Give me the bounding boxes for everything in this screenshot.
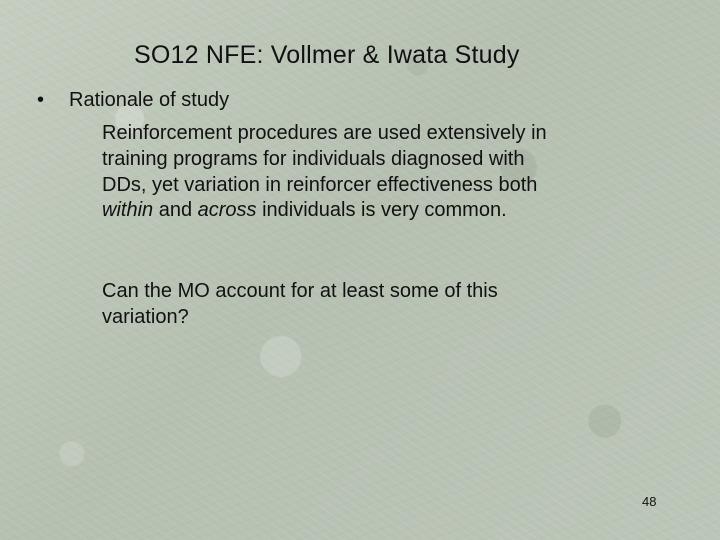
line-4-and: and [153, 199, 198, 222]
paragraph-line-1: Reinforcement procedures are used extensively in [102, 122, 547, 144]
question-line-1: Can the MO account for at least some of this [102, 280, 498, 302]
italic-within: within [102, 199, 154, 222]
slide-title: SO12 NFE: Vollmer & Iwata Study [134, 41, 520, 69]
paragraph-question [102, 279, 662, 331]
paragraph-line-2: training programs for individuals diagnosed with [102, 147, 525, 170]
line-4-end: individuals is very common. [256, 199, 507, 222]
italic-across: across [197, 199, 257, 222]
bullet-text: Rationale of study [69, 89, 230, 111]
bullet-icon: • [37, 89, 45, 111]
bullet-item [37, 88, 229, 113]
question-line-2: variation? [102, 305, 189, 328]
paragraph-line-3: DDs, yet variation in reinforcer effectiveness both [102, 173, 538, 196]
paragraph-rationale [102, 121, 662, 224]
page-number: 48 [642, 494, 657, 509]
paragraph-line-4 [102, 198, 662, 224]
